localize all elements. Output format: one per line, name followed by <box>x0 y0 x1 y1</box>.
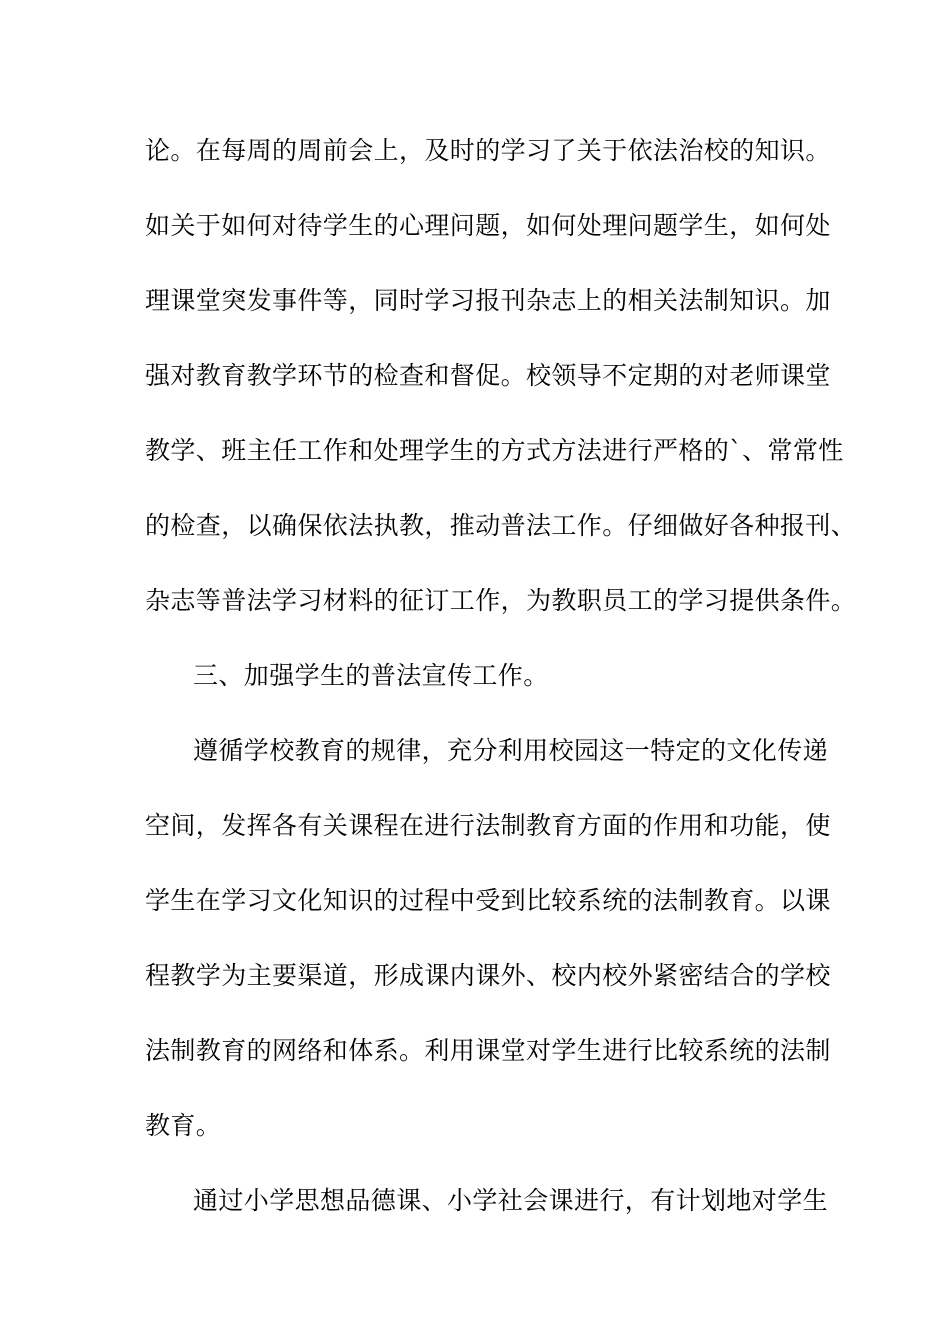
text-line: 理课堂突发事件等，同时学习报刊杂志上的相关法制知识。加 <box>145 286 831 315</box>
text-line: 强对教育教学环节的检查和督促。校领导不定期的对老师课堂 <box>145 361 831 390</box>
text-line: 空间，发挥各有关课程在进行法制教育方面的作用和功能，使 <box>145 811 831 840</box>
text-line: 通过小学思想品德课、小学社会课进行，有计划地对学生 <box>193 1186 829 1215</box>
text-line: 论。在每周的周前会上，及时的学习了关于依法治校的知识。 <box>145 136 831 165</box>
text-line: 的检查，以确保依法执教，推动普法工作。仔细做好各种报刊、 <box>145 511 857 540</box>
text-line: 遵循学校教育的规律，充分利用校园这一特定的文化传递 <box>193 736 829 765</box>
text-line: 如关于如何对待学生的心理问题，如何处理问题学生，如何处 <box>145 211 831 240</box>
text-line: 杂志等普法学习材料的征订工作，为教职员工的学习提供条件。 <box>145 586 857 615</box>
text-line: 法制教育的网络和体系。利用课堂对学生进行比较系统的法制 <box>145 1036 831 1065</box>
text-line: 程教学为主要渠道，形成课内课外、校内校外紧密结合的学校 <box>145 961 831 990</box>
text-line: 教育。 <box>145 1111 222 1140</box>
text-line: 教学、班主任工作和处理学生的方式方法进行严格的`、常常性 <box>145 436 844 465</box>
text-line: 学生在学习文化知识的过程中受到比较系统的法制教育。以课 <box>145 886 831 915</box>
section-heading: 三、加强学生的普法宣传工作。 <box>193 661 549 690</box>
